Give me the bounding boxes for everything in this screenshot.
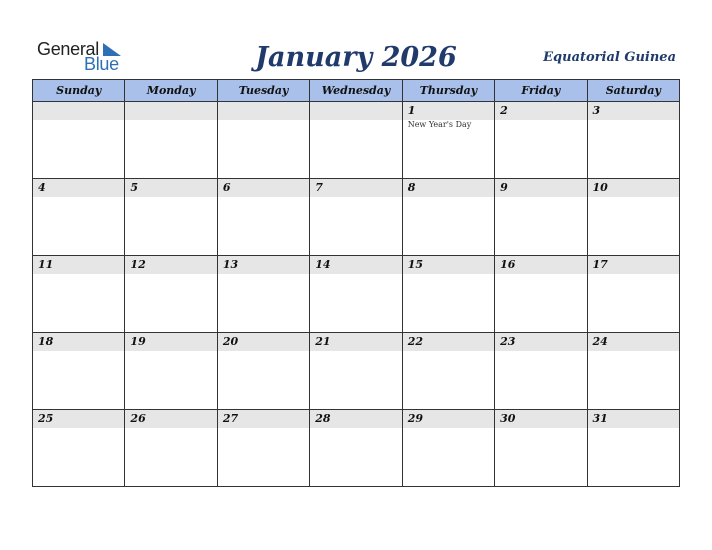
day-number: 23	[495, 333, 586, 351]
day-number: 2	[495, 102, 586, 120]
day-number: 14	[310, 256, 401, 274]
day-number: 11	[33, 256, 124, 274]
calendar-day-cell	[125, 102, 217, 179]
weekday-header: Thursday	[402, 80, 494, 102]
calendar-day-cell	[217, 410, 309, 487]
calendar-day-cell	[125, 179, 217, 256]
day-number	[125, 102, 216, 120]
calendar-day-cell	[587, 179, 679, 256]
day-number: 25	[33, 410, 124, 428]
calendar-day-cell	[217, 102, 309, 179]
calendar-week-row	[33, 179, 680, 256]
day-number: 22	[403, 333, 494, 351]
calendar-day-cell	[402, 179, 494, 256]
calendar-day-cell	[402, 410, 494, 487]
day-number: 3	[588, 102, 679, 120]
calendar-day-cell	[310, 410, 402, 487]
calendar-grid	[32, 79, 680, 487]
calendar-day-cell	[402, 256, 494, 333]
calendar-day-cell	[402, 333, 494, 410]
calendar-day-cell	[402, 102, 494, 179]
logo-general-text: General	[37, 39, 99, 59]
calendar-day-cell	[587, 410, 679, 487]
weekday-header-row	[33, 80, 680, 102]
weekday-header: Tuesday	[217, 80, 309, 102]
calendar-day-cell	[217, 256, 309, 333]
day-number	[218, 102, 309, 120]
country-name: Equatorial Guinea	[543, 50, 676, 65]
day-number: 17	[588, 256, 679, 274]
calendar-week-row	[33, 333, 680, 410]
calendar-day-cell	[125, 333, 217, 410]
day-number: 4	[33, 179, 124, 197]
calendar-day-cell	[495, 333, 587, 410]
day-number: 16	[495, 256, 586, 274]
calendar-day-cell	[310, 333, 402, 410]
weekday-header: Monday	[125, 80, 217, 102]
holiday-label: New Year's Day	[407, 120, 472, 129]
calendar-day-cell	[587, 256, 679, 333]
day-number: 13	[218, 256, 309, 274]
day-number: 18	[33, 333, 124, 351]
day-number	[33, 102, 124, 120]
calendar-day-cell	[310, 256, 402, 333]
calendar-day-cell	[217, 179, 309, 256]
calendar-day-cell	[33, 333, 125, 410]
day-number: 5	[125, 179, 216, 197]
day-number: 8	[403, 179, 494, 197]
weekday-header: Wednesday	[310, 80, 402, 102]
calendar-day-cell	[587, 333, 679, 410]
day-number: 7	[310, 179, 401, 197]
calendar-week-row	[33, 102, 680, 179]
day-number: 27	[218, 410, 309, 428]
calendar-day-cell	[33, 256, 125, 333]
calendar-day-cell	[310, 179, 402, 256]
day-number: 1	[403, 102, 494, 120]
day-number: 31	[588, 410, 679, 428]
calendar-day-cell	[33, 102, 125, 179]
calendar-day-cell	[217, 333, 309, 410]
calendar-day-cell	[33, 410, 125, 487]
logo-blue-text: Blue	[84, 54, 119, 74]
calendar-day-cell	[310, 102, 402, 179]
calendar-title: January 2026	[255, 42, 457, 73]
calendar-week-row	[33, 256, 680, 333]
calendar-day-cell	[495, 102, 587, 179]
day-number: 19	[125, 333, 216, 351]
day-number: 12	[125, 256, 216, 274]
day-number: 9	[495, 179, 586, 197]
day-number: 20	[218, 333, 309, 351]
day-number: 10	[588, 179, 679, 197]
day-number: 6	[218, 179, 309, 197]
calendar-day-cell	[33, 179, 125, 256]
day-number	[310, 102, 401, 120]
weekday-header: Friday	[495, 80, 587, 102]
day-number: 28	[310, 410, 401, 428]
day-number: 30	[495, 410, 586, 428]
day-number: 21	[310, 333, 401, 351]
day-number: 29	[403, 410, 494, 428]
calendar-day-cell	[495, 179, 587, 256]
day-number: 24	[588, 333, 679, 351]
calendar-day-cell	[587, 102, 679, 179]
calendar-day-cell	[495, 410, 587, 487]
day-number: 26	[125, 410, 216, 428]
weekday-header: Sunday	[33, 80, 125, 102]
calendar-day-cell	[495, 256, 587, 333]
calendar-week-row	[33, 410, 680, 487]
weekday-header: Saturday	[587, 80, 679, 102]
calendar-day-cell	[125, 410, 217, 487]
calendar-day-cell	[125, 256, 217, 333]
day-number: 15	[403, 256, 494, 274]
